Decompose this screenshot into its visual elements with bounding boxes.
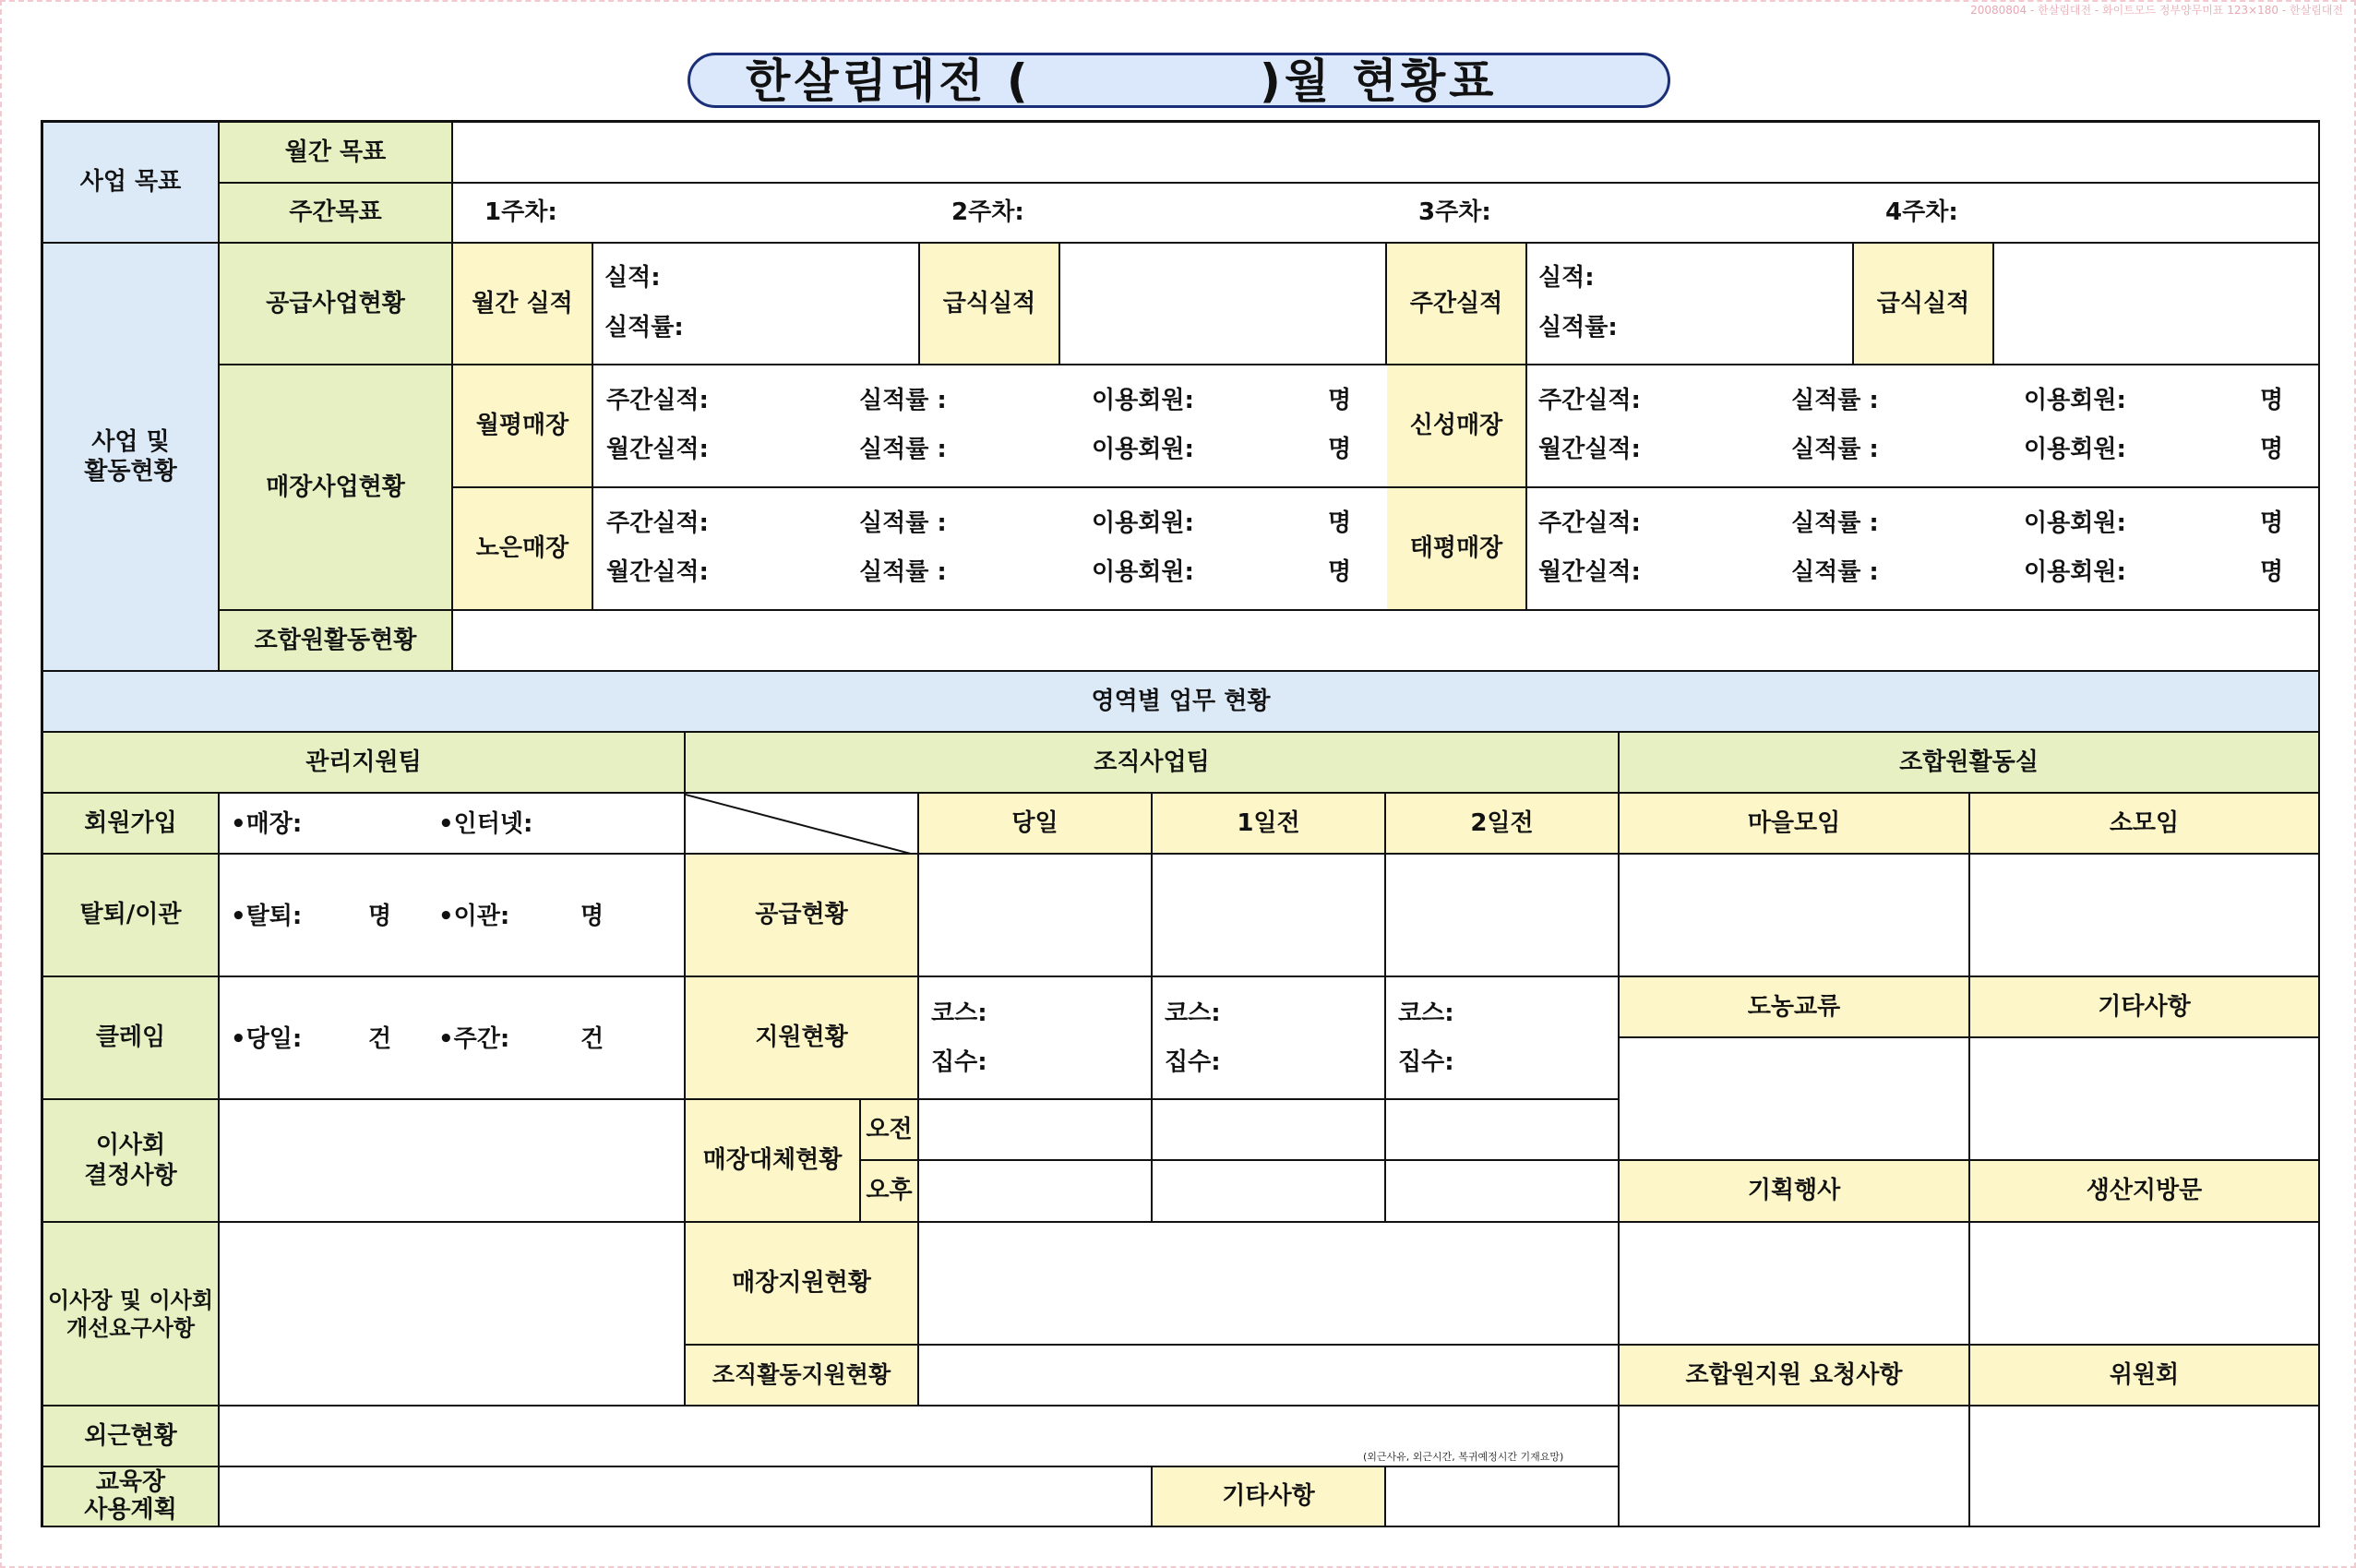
replace-pm-2-before[interactable] [1386, 1161, 1620, 1223]
form-title-right: )월 현황표 [1260, 54, 1498, 108]
member-join-label: 회원가입 [43, 794, 220, 855]
users-text: 이용회원: [2024, 509, 2126, 537]
org-activity-support-label: 조직활동지원현황 [686, 1346, 919, 1406]
rate-text: 실적률 : [1791, 387, 1879, 414]
people-unit: 명 [2260, 387, 2284, 414]
users-text: 이용회원: [2024, 436, 2126, 463]
weekly-result-rate-text: 실적률: [1538, 314, 1618, 341]
week-2-label: 2주차: [951, 198, 1024, 226]
leave-transfer-label: 탈퇴/이관 [43, 855, 220, 977]
member-etc-field[interactable] [1970, 1038, 2320, 1161]
monthly-result-text: 월간실적: [1538, 558, 1641, 586]
farm-exchange-header: 도농교류 [1620, 977, 1970, 1038]
board-decision-field[interactable] [220, 1100, 686, 1223]
monthly-goal-label: 월간 목표 [220, 123, 453, 184]
admin-etc-field[interactable] [1386, 1467, 1620, 1527]
store-taepyeong-field[interactable] [1527, 488, 2320, 611]
day-1-before-header: 1일전 [1153, 794, 1386, 855]
outside-work-note: (외근사유, 외근시간, 복귀예정시간 기재요망) [1363, 1451, 1564, 1463]
producer-visit-header: 생산지방문 [1970, 1161, 2320, 1223]
supply-1-before-field[interactable] [1153, 855, 1386, 977]
support-status-label: 지원현황 [686, 977, 919, 1100]
board-decision-label: 이사회 결정사항 [43, 1100, 220, 1223]
admin-team-header: 관리지원팀 [43, 733, 686, 794]
rate-text: 실적률 : [1791, 509, 1879, 537]
rate-text: 실적률 : [859, 387, 947, 414]
business-goal-label: 사업 목표 [43, 123, 220, 244]
am-label: 오전 [861, 1100, 919, 1161]
store-wolpyeong-label: 월평매장 [453, 365, 593, 488]
member-activity-field[interactable] [453, 611, 2320, 672]
support-1-before-field[interactable] [1153, 977, 1386, 1100]
section-title: 영역별 업무 현황 [43, 672, 2320, 733]
activity-status-label: 사업 및 활동현황 [43, 244, 220, 672]
member-etc-header: 기타사항 [1970, 977, 2320, 1038]
replace-am-1-before[interactable] [1153, 1100, 1386, 1161]
store-sinseong-field[interactable] [1527, 365, 2320, 488]
supply-business-label: 공급사업현황 [220, 244, 453, 365]
rate-text: 실적률 : [859, 558, 947, 586]
weekly-result-text: 주간실적: [606, 387, 709, 414]
week-4-label: 4주차: [1885, 198, 1958, 226]
people-unit: 명 [2260, 436, 2284, 463]
case-unit: 건 [368, 1025, 392, 1053]
day-2-before-header: 2일전 [1386, 794, 1620, 855]
replace-am-2-before[interactable] [1386, 1100, 1620, 1161]
people-unit: 명 [1328, 558, 1352, 586]
form-title-left: 한살림대전 ( [746, 54, 1032, 108]
supply-status-label: 공급현황 [686, 855, 919, 977]
monthly-result-field[interactable] [593, 244, 920, 365]
people-unit: 명 [2260, 558, 2284, 586]
member-activity-label: 조합원활동현황 [220, 611, 453, 672]
planned-event-header: 기획행사 [1620, 1161, 1970, 1223]
planned-event-field[interactable] [1620, 1223, 1970, 1346]
support-2-before-field[interactable] [1386, 977, 1620, 1100]
org-activity-support-field[interactable] [919, 1346, 1620, 1406]
pm-label: 오후 [861, 1161, 919, 1223]
store-replace-label: 매장대체현황 [686, 1100, 861, 1223]
person-unit: 명 [368, 903, 392, 930]
course-text: 코스: [1165, 999, 1221, 1027]
report-form [41, 120, 2320, 1527]
member-request-header: 조합원지원 요청사항 [1620, 1346, 1970, 1406]
weekly-goal-field[interactable] [453, 184, 2320, 244]
support-today-field[interactable] [919, 977, 1153, 1100]
village-meeting-header: 마을모임 [1620, 794, 1970, 855]
week-3-label: 3주차: [1418, 198, 1491, 226]
print-info: 20080804 - 한살림대전 - 화이트모드 정부양무미표 123×180 - 한살림대전 [1970, 4, 2343, 17]
weekly-result-text: 주간실적: [1538, 509, 1641, 537]
committee-header: 위원회 [1970, 1346, 2320, 1406]
monthly-result-rate-text: 실적률: [604, 314, 684, 341]
users-text: 이용회원: [1092, 436, 1194, 463]
people-unit: 명 [1328, 387, 1352, 414]
join-store-text: •매장: [231, 810, 303, 838]
committee-field[interactable] [1970, 1406, 2320, 1527]
meal-result-label-monthly: 급식실적 [920, 244, 1060, 365]
monthly-goal-field[interactable] [453, 123, 2320, 184]
store-support-field[interactable] [919, 1223, 1620, 1346]
week-1-label: 1주차: [484, 198, 557, 226]
users-text: 이용회원: [1092, 558, 1194, 586]
join-internet-text: •인터넷: [438, 810, 533, 838]
farm-exchange-field[interactable] [1620, 1038, 1970, 1161]
village-meeting-field[interactable] [1620, 855, 1970, 977]
weekly-result-label: 주간실적 [1387, 244, 1527, 365]
supply-today-field[interactable] [919, 855, 1153, 977]
monthly-result-text: 월간실적: [606, 558, 709, 586]
case-unit: 건 [580, 1025, 604, 1053]
store-taepyeong-label: 태평매장 [1387, 488, 1527, 611]
houses-text: 집수: [1165, 1048, 1221, 1076]
small-group-field[interactable] [1970, 855, 2320, 977]
store-business-label: 매장사업현황 [220, 365, 453, 611]
member-team-header: 조합원활동실 [1620, 733, 2320, 794]
houses-text: 집수: [1398, 1048, 1454, 1076]
rate-text: 실적률 : [859, 509, 947, 537]
meal-result-field-weekly[interactable] [1994, 244, 2320, 365]
replace-pm-1-before[interactable] [1153, 1161, 1386, 1223]
replace-pm-today[interactable] [919, 1161, 1153, 1223]
store-noeun-label: 노은매장 [453, 488, 593, 611]
education-room-label: 교육장 사용계획 [43, 1467, 220, 1527]
store-sinseong-label: 신성매장 [1387, 365, 1527, 488]
outside-work-label: 외근현황 [43, 1406, 220, 1467]
org-team-header: 조직사업팀 [686, 733, 1620, 794]
chair-request-field[interactable] [220, 1223, 686, 1406]
education-room-field[interactable] [220, 1467, 1153, 1527]
users-text: 이용회원: [1092, 387, 1194, 414]
meal-result-field-monthly[interactable] [1060, 244, 1387, 365]
chair-request-label: 이사장 및 이사회 개선요구사항 [43, 1223, 220, 1406]
replace-am-today[interactable] [919, 1100, 1153, 1161]
claim-today-text: •당일: [231, 1025, 303, 1053]
store-support-label: 매장지원현황 [686, 1223, 919, 1346]
people-unit: 명 [2260, 509, 2284, 537]
monthly-result-label: 월간 실적 [453, 244, 593, 365]
monthly-result-text: 월간실적: [1538, 436, 1641, 463]
leave-transfer-text: •이관: [438, 903, 510, 930]
course-text: 코스: [1398, 999, 1454, 1027]
users-text: 이용회원: [1092, 509, 1194, 537]
meal-result-label-weekly: 급식실적 [1854, 244, 1994, 365]
weekly-result-field[interactable] [1527, 244, 1854, 365]
claim-week-text: •주간: [438, 1025, 510, 1053]
leave-quit-text: •탈퇴: [231, 903, 303, 930]
day-today-header: 당일 [919, 794, 1153, 855]
rate-text: 실적률 : [1791, 436, 1879, 463]
small-group-header: 소모임 [1970, 794, 2320, 855]
weekly-result-text: 주간실적: [606, 509, 709, 537]
admin-etc-label: 기타사항 [1153, 1467, 1386, 1527]
users-text: 이용회원: [2024, 558, 2126, 586]
rate-text: 실적률 : [859, 436, 947, 463]
weekly-goal-label: 주간목표 [220, 184, 453, 244]
rate-text: 실적률 : [1791, 558, 1879, 586]
monthly-result-text: 월간실적: [606, 436, 709, 463]
claim-label: 클레임 [43, 977, 220, 1100]
weekly-result-text: 실적: [1538, 264, 1595, 292]
houses-text: 집수: [931, 1048, 987, 1076]
weekly-result-text: 주간실적: [1538, 387, 1641, 414]
monthly-result-text: 실적: [604, 264, 661, 292]
member-request-field[interactable] [1620, 1406, 1970, 1527]
course-text: 코스: [931, 999, 987, 1027]
people-unit: 명 [1328, 509, 1352, 537]
users-text: 이용회원: [2024, 387, 2126, 414]
supply-2-before-field[interactable] [1386, 855, 1620, 977]
producer-visit-field[interactable] [1970, 1223, 2320, 1346]
people-unit: 명 [1328, 436, 1352, 463]
person-unit: 명 [580, 903, 604, 930]
